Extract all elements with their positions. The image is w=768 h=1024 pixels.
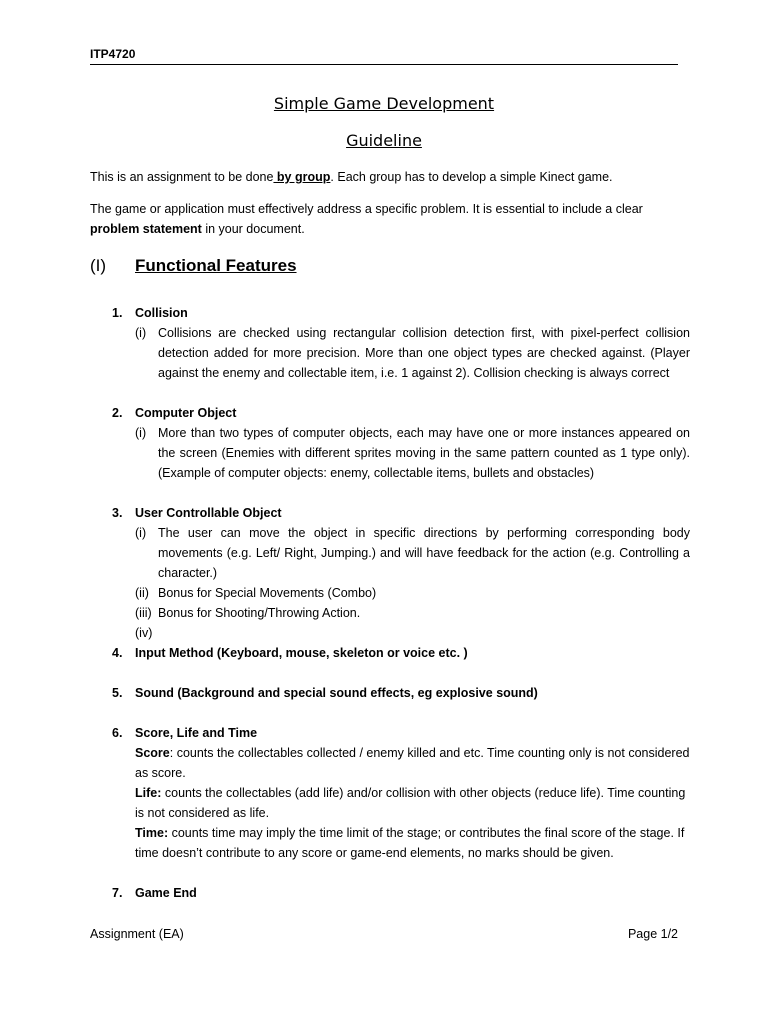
item-title: Collision xyxy=(135,306,188,320)
list-item xyxy=(90,403,690,483)
time-text: counts time may imply the time limit of the stage; or contributes the final score of the stage. If time doesn’t contribute to any score or game-end elements, no marks should be given. xyxy=(135,826,685,860)
sub-item xyxy=(135,523,690,583)
intro-text: in your document. xyxy=(201,222,305,236)
score-description xyxy=(135,743,690,783)
list-item xyxy=(90,643,690,663)
intro-emphasis: by group xyxy=(273,170,331,184)
list-item xyxy=(90,303,690,383)
item-title: User Controllable Object xyxy=(135,506,282,520)
intro-paragraph-1 xyxy=(90,167,690,187)
sub-item-text: Collisions are checked using rectangular collision detection first, with pixel-perfect collision detection added for more precision. More than one object types are checked against. (Player against the enemy and collectable item, i.e. 1 against 2). Collision checking is always correct xyxy=(158,326,690,380)
list-item xyxy=(90,883,690,903)
header-divider xyxy=(90,64,678,65)
footer-assignment-label: Assignment (EA) xyxy=(90,927,184,941)
item-title: Score, Life and Time xyxy=(135,726,258,740)
item-number: 2. xyxy=(112,406,123,420)
sub-item-marker: (i) xyxy=(135,426,147,440)
life-label: Life: xyxy=(135,786,162,800)
intro-text: This is an assignment to be done xyxy=(90,170,274,184)
item-number: 4. xyxy=(112,646,123,660)
list-item xyxy=(90,503,690,643)
section-number: (I) xyxy=(90,256,107,275)
sub-item xyxy=(135,603,690,623)
document-title: Simple Game Development xyxy=(273,94,495,113)
score-label: Score xyxy=(135,746,170,760)
time-label: Time: xyxy=(135,826,169,840)
sub-item-marker: (ii) xyxy=(135,586,149,600)
sub-item-marker: (i) xyxy=(135,326,147,340)
sub-item-text: More than two types of computer objects, each may have one or more instances appeared on the screen (Enemies with different sprites moving in the same pattern counted as 1 type only). (Example of computer objects: enemy, collectable items, bullets and obstacles) xyxy=(158,426,690,480)
item-number: 6. xyxy=(112,726,123,740)
sub-item-text: Bonus for Shooting/Throwing Action. xyxy=(158,606,361,620)
score-text: : counts the collectables collected / enemy killed and etc. Time counting only is not considered as score. xyxy=(135,746,690,780)
item-title: Game End xyxy=(135,886,197,900)
item-number: 7. xyxy=(112,886,123,900)
document-header-code: ITP4720 xyxy=(90,47,136,61)
life-text: counts the collectables (add life) and/or collision with other objects (reduce life). Time counting is not considered as life. xyxy=(135,786,686,820)
sub-item-marker: (iv) xyxy=(135,626,153,640)
intro-paragraph-2 xyxy=(90,199,690,239)
sub-item-text: Bonus for Special Movements (Combo) xyxy=(158,586,377,600)
sub-item xyxy=(135,623,690,643)
item-title: Sound (Background and special sound effects, eg explosive sound) xyxy=(135,686,538,700)
feature-list xyxy=(90,303,690,903)
life-description xyxy=(135,783,690,823)
list-item xyxy=(90,683,690,703)
sub-item-marker: (iii) xyxy=(135,606,152,620)
item-number: 3. xyxy=(112,506,123,520)
sub-item xyxy=(135,423,690,483)
sub-item xyxy=(135,583,690,603)
intro-text: . Each group has to develop a simple Kinect game. xyxy=(330,170,613,184)
sub-item-text: The user can move the object in specific directions by performing corresponding body movements (e.g. Left/ Right, Jumping.) and will have feedback for the action (e.g. Controlling a character.) xyxy=(158,526,690,580)
sub-item xyxy=(135,323,690,383)
sub-item-text xyxy=(158,626,161,640)
footer-page-number: Page 1/2 xyxy=(627,927,678,941)
time-description xyxy=(135,823,690,863)
document-subtitle: Guideline xyxy=(346,131,422,150)
item-number: 5. xyxy=(112,686,123,700)
intro-emphasis: problem statement xyxy=(90,222,202,236)
sub-item-marker: (i) xyxy=(135,526,147,540)
section-title: Functional Features xyxy=(135,256,297,275)
list-item xyxy=(90,723,690,863)
item-title: Computer Object xyxy=(135,406,237,420)
item-title: Input Method (Keyboard, mouse, skeleton or voice etc. ) xyxy=(135,646,468,660)
item-number: 1. xyxy=(112,306,123,320)
intro-text: The game or application must effectively address a specific problem. It is essential to include a clear xyxy=(90,202,643,216)
